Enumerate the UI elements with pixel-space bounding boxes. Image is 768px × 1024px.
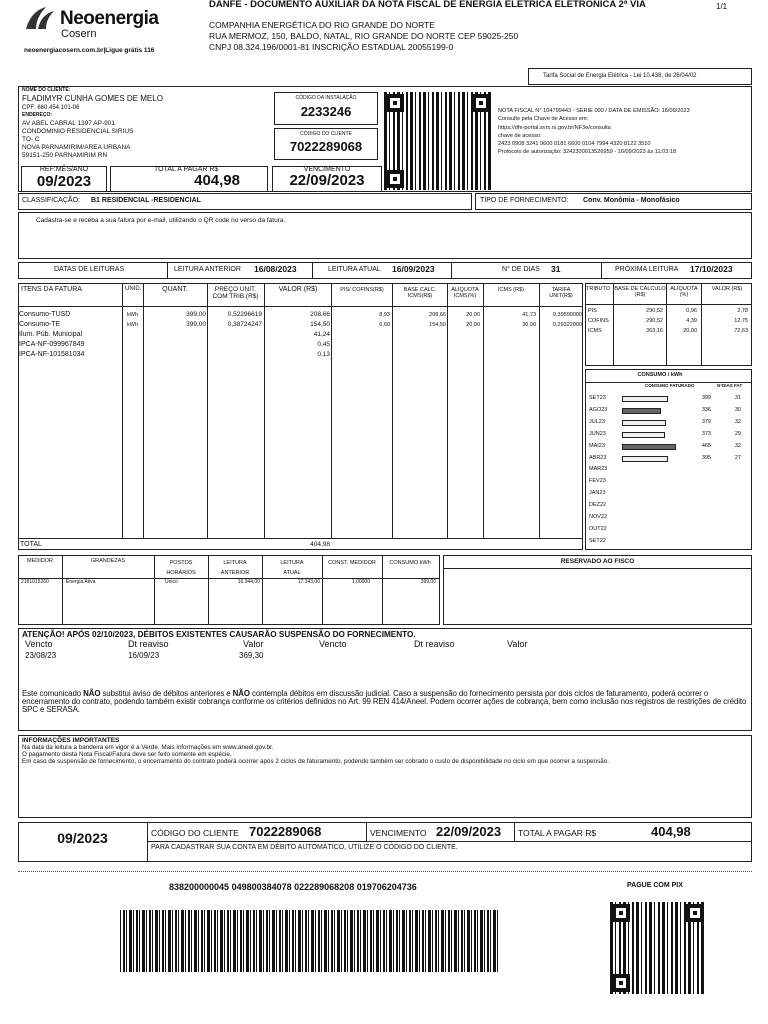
col-header: ICMS (R$) [498, 287, 524, 293]
debts-header: Valor [243, 639, 264, 649]
pix-label: PAGUE COM PIX [627, 882, 683, 889]
meter-header: LEITURA ATUAL [280, 560, 304, 576]
col-header: UNID. [125, 286, 142, 292]
consumption-month: FEV23 [589, 478, 606, 485]
prev-reading-label: LEITURA ANTERIOR [174, 266, 241, 273]
client-name: FLADIMYR CUNHA GOMES DE MELO [22, 94, 163, 103]
classification-value: B1 RESIDENCIAL -RESIDENCIAL [91, 197, 201, 204]
consumption-month: OUT22 [589, 525, 607, 532]
consumption-month: SET22 [589, 537, 606, 544]
col-header: PIS/ COFINS(R$) [340, 287, 384, 293]
debts-title: ATENÇÃO! APÓS 02/10/2023, DÉBITOS EXISTENTES CAUSARÃO SUSPENSÃO DO FORNECIMENTO. [22, 630, 416, 639]
meter-header: CONST. MEDIDOR [328, 560, 376, 566]
consumption-bar [622, 456, 668, 462]
info-title: INFORMAÇÕES IMPORTANTES [22, 737, 120, 744]
debts-text: Este comunicado NÃO substitui aviso de débitos anteriores e NÃO contempla débitos em discussão judicial. Caso a suspensão do fornecimento persista por dois ciclos de faturamento, poderá ocorrer o encerramento do contrato, podendo também existir cobrança conforme os critérios definidos no Art. 99 REN 414/Aneel. Podem ocorrer ações de cobrança, bem como inclusão nos registros de restrições de crédito SPC e SERASA. [22, 689, 747, 714]
table-row: PIS 290,52 0,96 2,78 [588, 308, 748, 314]
consumption-month: JAN23 [589, 490, 606, 497]
info-line: O pagamento desta Nota Fiscal/Fatura deve ser feito somente em espécie. [22, 751, 232, 758]
consumption-month: NOV22 [589, 514, 608, 520]
consumption-kwh: 379 [701, 418, 711, 425]
consumption-month: AGO23 [589, 406, 608, 413]
consumption-month: JUL23 [589, 418, 605, 425]
tax-header: TRIBUTO [586, 286, 611, 292]
consumption-rows [585, 394, 752, 550]
table-row: Ilum. Púb. Municipal 41,24 [19, 331, 330, 338]
table-row: IPCA-NF-101581034 0,13 [19, 351, 330, 358]
consumption-month: MAI23 [589, 442, 605, 449]
meter-header: GRANDEZAS [90, 558, 126, 564]
tax-header: VALOR (R$) [711, 286, 743, 292]
col-header: TARIFA UNIT(R$) [549, 287, 573, 300]
client-code: 7022289068 [289, 139, 363, 154]
meter-header: LEITURA ANTERIOR [220, 560, 250, 576]
info-line: Em caso de suspensão de fornecimento, o encerramento do contrato poderá ocorrer após 2 ciclos de faturamento, podendo também ser cobrado o custo de disponibilidade no ciclo em que ocorrer a suspensão. [22, 758, 610, 765]
days-label: N° DE DIAS [502, 266, 540, 273]
consumption-days: 32 [734, 442, 741, 449]
prev-reading: 16/08/2023 [254, 264, 297, 274]
qr-finder [612, 974, 630, 992]
consumption-title: CONSUMO / kWh [637, 372, 683, 378]
consumption-row [585, 394, 752, 405]
consumption-month: DEZ22 [589, 502, 607, 509]
install-code: 2233246 [300, 104, 352, 119]
nf-line: Protocolo de autorização: 3242300013526959 - 16/09/2023 às 11:03:18 [498, 149, 677, 156]
debts-header: Dt reaviso [128, 639, 169, 649]
client-address-label: ENDEREÇO: [22, 112, 53, 118]
qr-finder [686, 904, 704, 922]
supply-label: TIPO DE FORNECIMENTO: [480, 197, 569, 204]
consumption-row [585, 465, 752, 476]
fisco-label: RESERVADO AO FISCO [560, 558, 635, 565]
stub-note: PARA CADASTRAR SUA CONTA EM DÉBITO AUTOMÁTICO, UTILIZE O CÓDIGO DO CLIENTE. [151, 844, 458, 851]
total-label: TOTAL A PAGAR R$ [154, 166, 219, 173]
consumption-row [585, 525, 752, 536]
consumption-row [585, 418, 752, 429]
client-name-label: NOME DO CLIENTE: [22, 87, 71, 93]
consumption-bar [622, 396, 668, 402]
consumption-month: ABR23 [589, 454, 607, 461]
consumption-bar [622, 420, 666, 426]
consumption-bar [622, 408, 661, 414]
consumption-bar [622, 444, 676, 450]
ref-label: REF:MÊS/ANO [39, 166, 89, 173]
nf-line: chave de acesso: [498, 132, 542, 139]
consumption-days: 31 [734, 395, 741, 401]
items-total: 404,98 [310, 541, 330, 548]
brand-name: Neoenergia [60, 8, 159, 29]
meter-header: POSTOS HORÁRIOS [166, 560, 196, 576]
info-lines [22, 744, 609, 765]
nf-info [498, 107, 690, 157]
stub-total: 404,98 [651, 824, 691, 839]
col-header: ALÍQUOTA ICMS(%) [451, 287, 479, 300]
page-number: 1/1 [716, 2, 728, 11]
consumption-col1: CONSUMO FATURADO [645, 383, 695, 388]
supply-value: Conv. Monômia - Monofásico [583, 197, 680, 204]
nf-line: https://dfe-portal.svrs.rs.gov.br/NF3e/consulta [498, 124, 611, 131]
consumption-days: 30 [734, 406, 741, 413]
nf-line: 2423 0908 3241 9600 0181 6600 0104 7994 4320 8122 3510 [498, 141, 651, 148]
brand-logo-icon [24, 5, 58, 31]
consumption-row [585, 513, 752, 524]
barcode[interactable] [120, 910, 500, 972]
address-line: TO- C [22, 136, 40, 144]
qr-finder [612, 904, 630, 922]
next-reading: 17/10/2023 [690, 264, 733, 274]
curr-reading: 16/09/2023 [392, 264, 435, 274]
table-row: IPCA-NF-099967849 0,45 [19, 341, 330, 348]
consumption-month: SET23 [589, 395, 606, 401]
install-code-label: CÓDIGO DA INSTALAÇÃO [295, 95, 357, 101]
nf-line: Consulte pela Chave de Acesso em: [498, 116, 589, 123]
ref-value: 09/2023 [36, 173, 92, 190]
tax-header: BASE DE CÁLCULO (R$) [614, 286, 666, 299]
stub-ref: 09/2023 [57, 830, 108, 846]
address-line: AV ABEL CABRAL 1397 AP-901 [22, 120, 115, 127]
table-row: COFINS 290,52 4,39 12,75 [588, 318, 748, 324]
consumption-row [585, 406, 752, 417]
qr-finder [472, 94, 490, 112]
consumption-kwh: 395 [701, 454, 711, 461]
consumption-days: 32 [734, 418, 741, 425]
qr-finder [386, 94, 404, 112]
debts-header: Dt reaviso [414, 639, 455, 649]
consumption-row [585, 501, 752, 512]
due-label: VENCIMENTO [303, 166, 351, 173]
items-total-label: TOTAL [20, 541, 42, 548]
consumption-bar [622, 432, 665, 438]
brand-sub: Cosern [61, 28, 97, 40]
stub-due-label: VENCIMENTO [370, 828, 427, 838]
curr-reading-label: LEITURA ATUAL [328, 266, 381, 273]
consumption-row [585, 430, 752, 441]
col-header: QUANT. [162, 286, 188, 293]
doc-title: DANFE - DOCUMENTO AUXILIAR DA NOTA FISCAL DE ENERGIA ELÉTRICA ELETRÔNICA 2ª VIA [209, 0, 646, 10]
site-phone: neoenergiacosern.com.br|Ligue grátis 116 [24, 47, 155, 54]
table-row: Consumo-TE kWh 399,00 0,38724247 154,50 6,60 154,50 20,00 30,90 0,29322000 [19, 321, 582, 328]
consumption-row [585, 537, 752, 548]
consumption-kwh: 373 [701, 430, 711, 437]
debts-header: Valor [507, 639, 528, 649]
col-header: BASE CALC. ICMS(R$) [403, 287, 437, 300]
consumption-days: 29 [734, 430, 741, 437]
col-header: VALOR (R$) [278, 286, 318, 293]
consumption-row [585, 442, 752, 453]
days-value: 31 [551, 264, 561, 274]
debt-due: 23/08/23 [25, 651, 57, 660]
col-header: ITENS DA FATURA [21, 286, 82, 293]
fisco-box [443, 555, 752, 625]
client-cpf: CPF: 660.454.101-06 [22, 105, 80, 111]
stub-client-label: CÓDIGO DO CLIENTE [151, 828, 239, 838]
stub-total-label: TOTAL A PAGAR R$ [518, 828, 597, 838]
consumption-month: JUN23 [589, 430, 606, 437]
tariff-note: Tarifa Social de Energia Elétrica - Lei 10.438, de 26/04/02 [543, 73, 697, 79]
address-line: NOVA PARNAMIRIM/AREA URBANA [22, 144, 131, 152]
debts-header: Vencto [319, 639, 347, 649]
col-header: PREÇO UNIT. COM TRIB.(R$) [212, 286, 259, 301]
due-value: 22/09/2023 [289, 172, 365, 189]
barcode-digits: 838200000045 049800384078 022289068208 019706204736 [169, 882, 417, 892]
debt-value: 369,30 [239, 651, 264, 660]
total-value: 404,98 [194, 172, 240, 189]
consumption-kwh: 465 [701, 442, 711, 449]
client-address [22, 120, 133, 160]
address-line: CONDOMINIO RESIDENCIAL SIRIUS [22, 128, 134, 136]
company-cnpj: CNPJ 08.324.196/0001-81 INSCRIÇÃO ESTADUAL 20055199-0 [209, 42, 454, 52]
classification-label: CLASSIFICAÇÃO: [22, 197, 80, 204]
info-line: Na data da leitura a bandeira em vigor é a Verde. Mais informações em www.aneel.gov.br. [22, 744, 274, 751]
debt-reaviso: 16/09/23 [128, 651, 160, 660]
consumption-kwh: 399 [701, 395, 711, 401]
classification-box [18, 193, 472, 210]
consumption-row [585, 489, 752, 500]
stub-due: 22/09/2023 [436, 824, 502, 839]
company-address: RUA MERMOZ, 150, BALDO, NATAL, RIO GRANDE DO NORTE CEP 59025-250 [209, 31, 519, 41]
notice-text: Cadastra-se e receba a sua fatura por e-mail, utilizando o QR code no verso da fatura. [36, 217, 286, 224]
consumption-col2: N°DIAS FAT [717, 383, 743, 388]
debts-header: Vencto [25, 639, 53, 649]
qr-finder [386, 170, 404, 188]
readings-label: DATAS DE LEITURAS [54, 266, 125, 273]
meter-header: CONSUMO kWh [389, 560, 431, 566]
consumption-row [585, 477, 752, 488]
cut-line [18, 871, 752, 872]
nf-line: NOTA FISCAL N° 104799443 - SÉRIE 000 / DATA DE EMISSÃO: 16/09/2023 [498, 108, 690, 114]
stub-client: 7022289068 [249, 824, 322, 839]
meter-header: MEDIDOR [27, 558, 53, 564]
consumption-days: 27 [734, 454, 741, 461]
consumption-kwh: 336 [701, 406, 711, 413]
table-row: Consumo-TUSD kWh 399,00 0,52296619 208,66 8,93 208,66 20,00 41,73 0,39599000 [19, 311, 582, 318]
client-code-label: CÓDIGO DO CLIENTE [300, 131, 352, 137]
consumption-row [585, 454, 752, 465]
address-line: 59151-250 PARNAMIRIM RN [22, 152, 108, 160]
company-name: COMPANHIA ENERGÉTICA DO RIO GRANDE DO NORTE [209, 20, 435, 30]
consumption-month: MAR23 [589, 466, 608, 473]
table-row: ICMS 363,16 20,00 72,63 [588, 328, 748, 334]
tax-header: ALÍQUOTA (%) [670, 286, 698, 299]
next-reading-label: PRÓXIMA LEITURA [615, 266, 679, 273]
